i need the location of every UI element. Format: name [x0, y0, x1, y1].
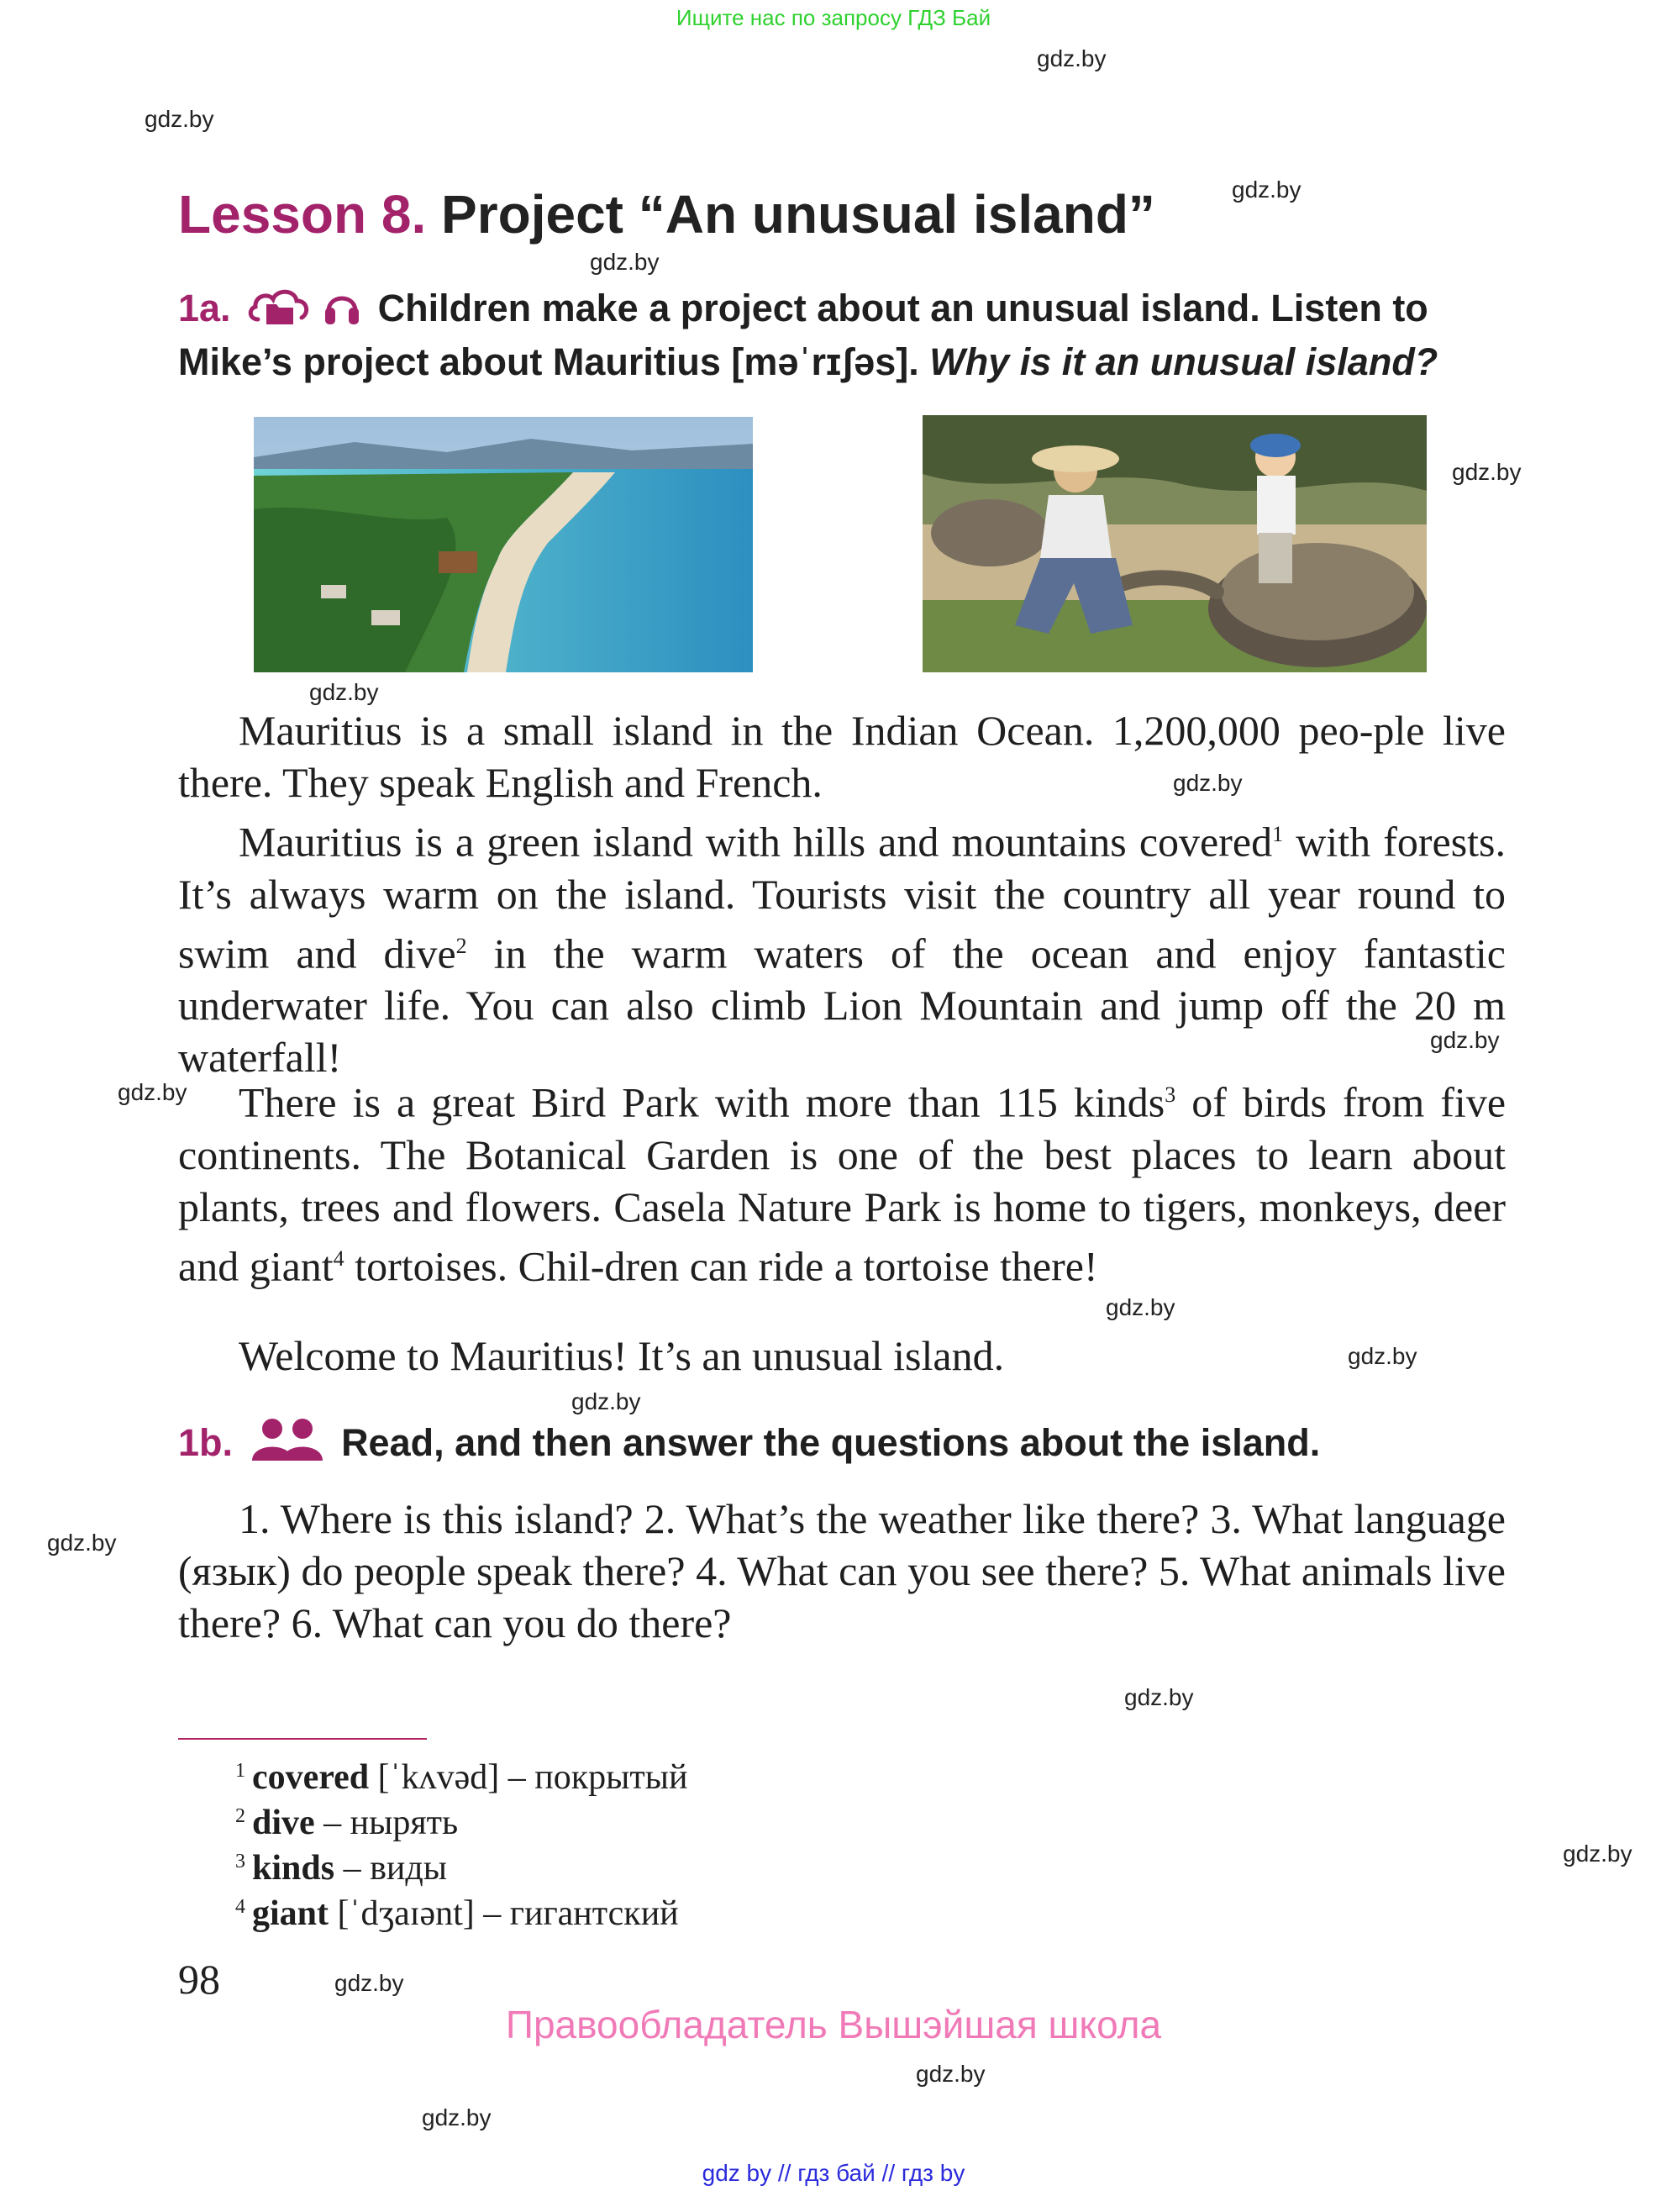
footnote-definition: – нырять [314, 1804, 459, 1842]
page-number: 98 [178, 1956, 220, 2003]
paragraph-2-part-1: Mauritius is a green island with hills and mountains covered [239, 818, 1273, 866]
footnote-word: covered [252, 1758, 370, 1797]
paragraph-3-part-1: There is a great Bird Park with more than 115 kinds [239, 1078, 1165, 1126]
children-tortoise-photo [923, 415, 1427, 672]
footnote-number: 1 [235, 1760, 245, 1782]
watermark: gdz.by [422, 2104, 492, 2130]
bottom-links[interactable]: gdz by // гдз бай // гдз by [702, 2160, 965, 2186]
project-title: Project “An unusual island” [441, 184, 1155, 245]
task-1b [178, 1417, 1506, 1472]
watermark: gdz.by [1106, 1294, 1175, 1320]
paragraph-3-part-3: tortoises. Chil-dren can ride a tortoise there! [344, 1242, 1098, 1290]
cloud-folder-icon [246, 286, 312, 338]
task-1a-instruction: Children make a project about an unusual island. Listen to [377, 287, 1428, 329]
watermark: gdz.by [47, 1530, 117, 1556]
paragraph-3-part-2: of birds from five continents. The Botanical Garden is one of the best places to learn about plants, trees and flowers. Casela Nature Park is home to tigers, monkeys, deer and giant [178, 1078, 1507, 1290]
search-hint[interactable]: Ищите нас по запросу ГДЗ Бай [676, 5, 991, 30]
task-1b-instruction: Read, and then answer the questions about the island. [341, 1421, 1321, 1464]
footnote-word: dive [252, 1804, 315, 1842]
footnote-ref-2: 2 [455, 933, 467, 958]
footnote-number: 2 [235, 1805, 245, 1827]
watermark: gdz.by [309, 679, 379, 705]
headphones-icon [322, 286, 362, 338]
footnote-1 [235, 1748, 687, 1800]
watermark: gdz.by [1348, 1343, 1417, 1369]
pair-work-icon [249, 1417, 326, 1472]
footnote-word: kinds [252, 1849, 335, 1888]
watermark: gdz.by [1232, 176, 1302, 203]
watermark: gdz.by [334, 1970, 404, 1996]
watermark: gdz.by [571, 1388, 641, 1414]
questions-paragraph: 1. Where is this island? 2. What’s the weather like there? 3. What language (язык) do people speak there? 4. What can you see there? 5. What animals live there? 6. What can you do there? [178, 1495, 1506, 1646]
task-number: 1b. [178, 1421, 234, 1464]
paragraph-3 [178, 1069, 1506, 1292]
footnote-ref-1: 1 [1272, 822, 1284, 846]
footnote-definition: – виды [334, 1849, 447, 1888]
watermark: gdz.by [590, 249, 660, 275]
watermark: gdz.by [145, 106, 214, 132]
watermark: gdz.by [1563, 1841, 1633, 1867]
island-aerial-photo [254, 417, 753, 672]
task-number: 1a. [178, 287, 231, 329]
watermark: gdz.by [916, 2061, 986, 2087]
paragraph-2-part-2: with forests. It’s always warm on the island. Tourists visit the country all year round to swim and dive [178, 818, 1506, 977]
footnote-number: 4 [235, 1896, 245, 1918]
footnote-number: 3 [235, 1851, 245, 1872]
paragraph-2 [178, 808, 1506, 1083]
task-1a-instruction-2: Mike’s project about Mauritius [məˈrɪʃəs]. [178, 340, 919, 383]
watermark: gdz.by [1430, 1027, 1500, 1053]
footnote-definition: [ˈdʒaɪənt] – гигантский [329, 1894, 679, 1933]
task-1a-question: Why is it an unusual island? [929, 340, 1438, 383]
footnote-definition: [ˈkʌvəd] – покрытый [369, 1758, 688, 1797]
footnote-2 [235, 1793, 458, 1846]
lesson-title [178, 183, 1155, 245]
watermark: gdz.by [1037, 45, 1107, 71]
watermark: gdz.by [1452, 459, 1522, 485]
lesson-number: Lesson 8. [178, 184, 427, 245]
footnote-ref-3: 3 [1165, 1082, 1176, 1107]
watermark: gdz.by [1124, 1684, 1194, 1710]
paragraph-1: Mauritius is a small island in the Indian Ocean. 1,200,000 peo-ple live there. They speak English and French. [178, 707, 1506, 806]
paragraph-2-part-3: in the warm waters of the ocean and enjoy fantastic underwater life. You can also climb Lion Mountain and jump off the 20 m waterfall! [178, 930, 1506, 1082]
footnote-ref-4: 4 [333, 1246, 344, 1271]
paragraph-4: Welcome to Mauritius! It’s an unusual island. [239, 1332, 1005, 1379]
footnote-divider [178, 1738, 427, 1740]
task-1a [178, 284, 1506, 387]
footnote-3 [235, 1839, 447, 1891]
rights-holder: Правообладатель Вышэйшая школа [505, 2003, 1162, 2046]
footnote-word: giant [252, 1894, 329, 1933]
watermark: gdz.by [118, 1079, 187, 1105]
watermark: gdz.by [1173, 770, 1243, 796]
footnote-4 [235, 1884, 679, 1936]
